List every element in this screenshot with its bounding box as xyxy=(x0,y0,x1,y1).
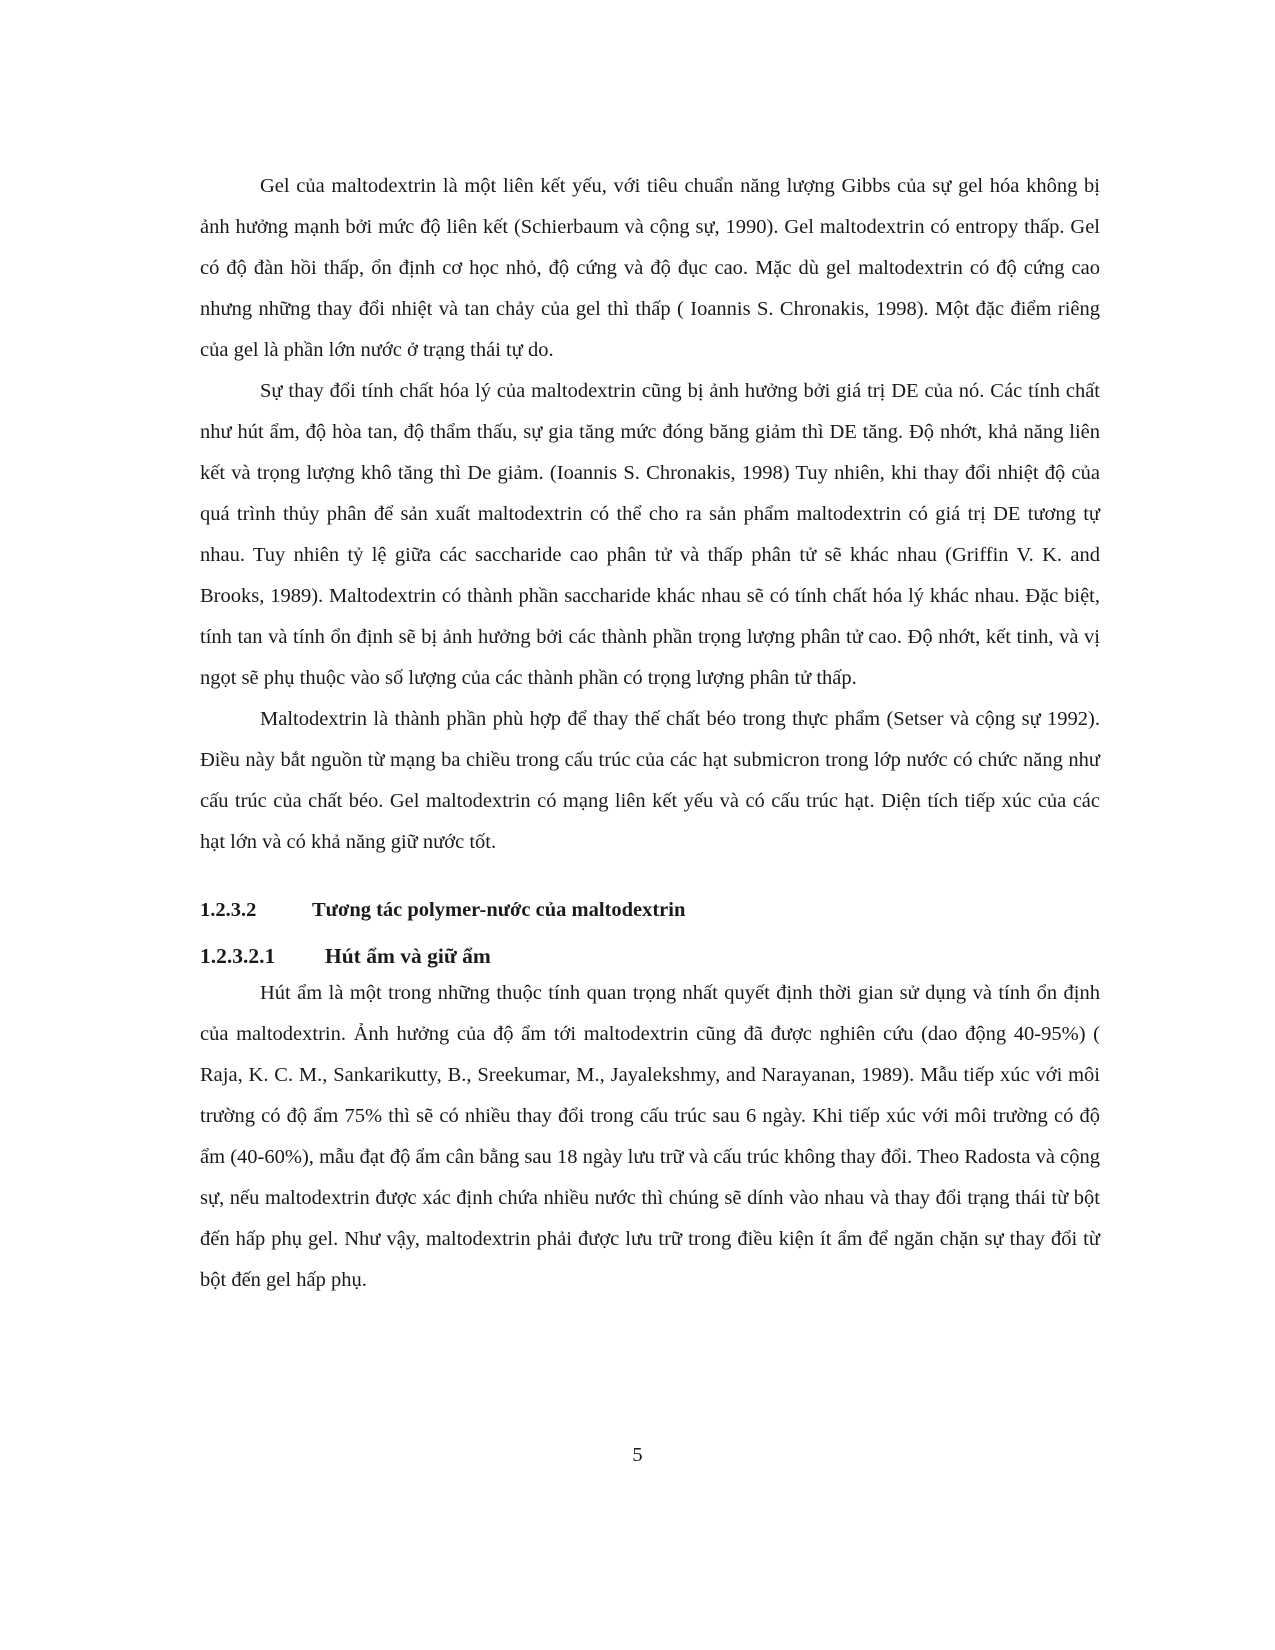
paragraph-de-effects: Sự thay đổi tính chất hóa lý của maltodextrin cũng bị ảnh hưởng bởi giá trị DE của nó. Các tính chất như hút ẩm, độ hòa tan, độ thẩm thấu, sự gia tăng mức đóng băng giảm thì DE tăng. Độ nhớt, khả năng liên kết và trọng lượng khô tăng thì De giảm. (Ioannis S. Chronakis, 1998) Tuy nhiên, khi thay đổi nhiệt độ của quá trình thủy phân để sản xuất maltodextrin có thể cho ra sản phẩm maltodextrin có giá trị DE tương tự nhau. Tuy nhiên tỷ lệ giữa các saccharide cao phân tử và thấp phân tử sẽ khác nhau (Griffin V. K. and Brooks, 1989). Maltodextrin có thành phần saccharide khác nhau sẽ có tính chất hóa lý khác nhau. Đặc biệt, tính tan và tính ổn định sẽ bị ảnh hưởng bởi các thành phần trọng lượng phân tử cao. Độ nhớt, kết tinh, và vị ngọt sẽ phụ thuộc vào số lượng của các thành phần có trọng lượng phân tử thấp. xyxy=(200,380,1100,689)
section-title: Tương tác polymer-nước của maltodextrin xyxy=(312,899,686,921)
section-heading xyxy=(200,890,1100,931)
paragraph-gel-properties: Gel của maltodextrin là một liên kết yếu, với tiêu chuẩn năng lượng Gibbs của sự gel hóa không bị ảnh hưởng mạnh bởi mức độ liên kết (Schierbaum và cộng sự, 1990). Gel maltodextrin có entropy thấp. Gel có độ đàn hồi thấp, ổn định cơ học nhỏ, độ cứng và độ đục cao. Mặc dù gel maltodextrin có độ cứng cao nhưng những thay đổi nhiệt và tan chảy của gel thì thấp ( Ioannis S. Chronakis, 1998). Một đặc điểm riêng của gel là phần lớn nước ở trạng thái tự do. xyxy=(200,175,1100,361)
body-text xyxy=(200,166,1100,1301)
paragraph-fat-replacement: Maltodextrin là thành phần phù hợp để thay thế chất béo trong thực phẩm (Setser và cộng sự 1992). Điều này bắt nguồn từ mạng ba chiều trong cấu trúc của các hạt submicron trong lớp nước có chức năng như cấu trúc của chất béo. Gel maltodextrin có mạng liên kết yếu và có cấu trúc hạt. Diện tích tiếp xúc của các hạt lớn và có khả năng giữ nước tốt. xyxy=(200,708,1100,853)
subsection-title: Hút ẩm và giữ ẩm xyxy=(325,944,491,968)
subsection-number: 1.2.3.2.1 xyxy=(200,944,276,968)
page-number: 5 xyxy=(632,1444,643,1466)
section-number: 1.2.3.2 xyxy=(200,899,257,921)
paragraph-moisture: Hút ẩm là một trong những thuộc tính quan trọng nhất quyết định thời gian sử dụng và tính ổn định của maltodextrin. Ảnh hưởng của độ ẩm tới maltodextrin cũng đã được nghiên cứu (dao động 40-95%) ( Raja, K. C. M., Sankarikutty, B., Sreekumar, M., Jayalekshmy, and Narayanan, 1989). Mẫu tiếp xúc với môi trường có độ ẩm 75% thì sẽ có nhiều thay đổi trong cấu trúc sau 6 ngày. Khi tiếp xúc với môi trường có độ ẩm (40-60%), mẫu đạt độ ẩm cân bằng sau 18 ngày lưu trữ và cấu trúc không thay đổi. Theo Radosta và cộng sự, nếu maltodextrin được xác định chứa nhiều nước thì chúng sẽ dính vào nhau và thay đổi trạng thái từ bột đến hấp phụ gel. Như vậy, maltodextrin phải được lưu trữ trong điều kiện ít ẩm để ngăn chặn sự thay đổi từ bột đến gel hấp phụ. xyxy=(200,982,1100,1291)
subsection-heading xyxy=(200,939,1100,973)
